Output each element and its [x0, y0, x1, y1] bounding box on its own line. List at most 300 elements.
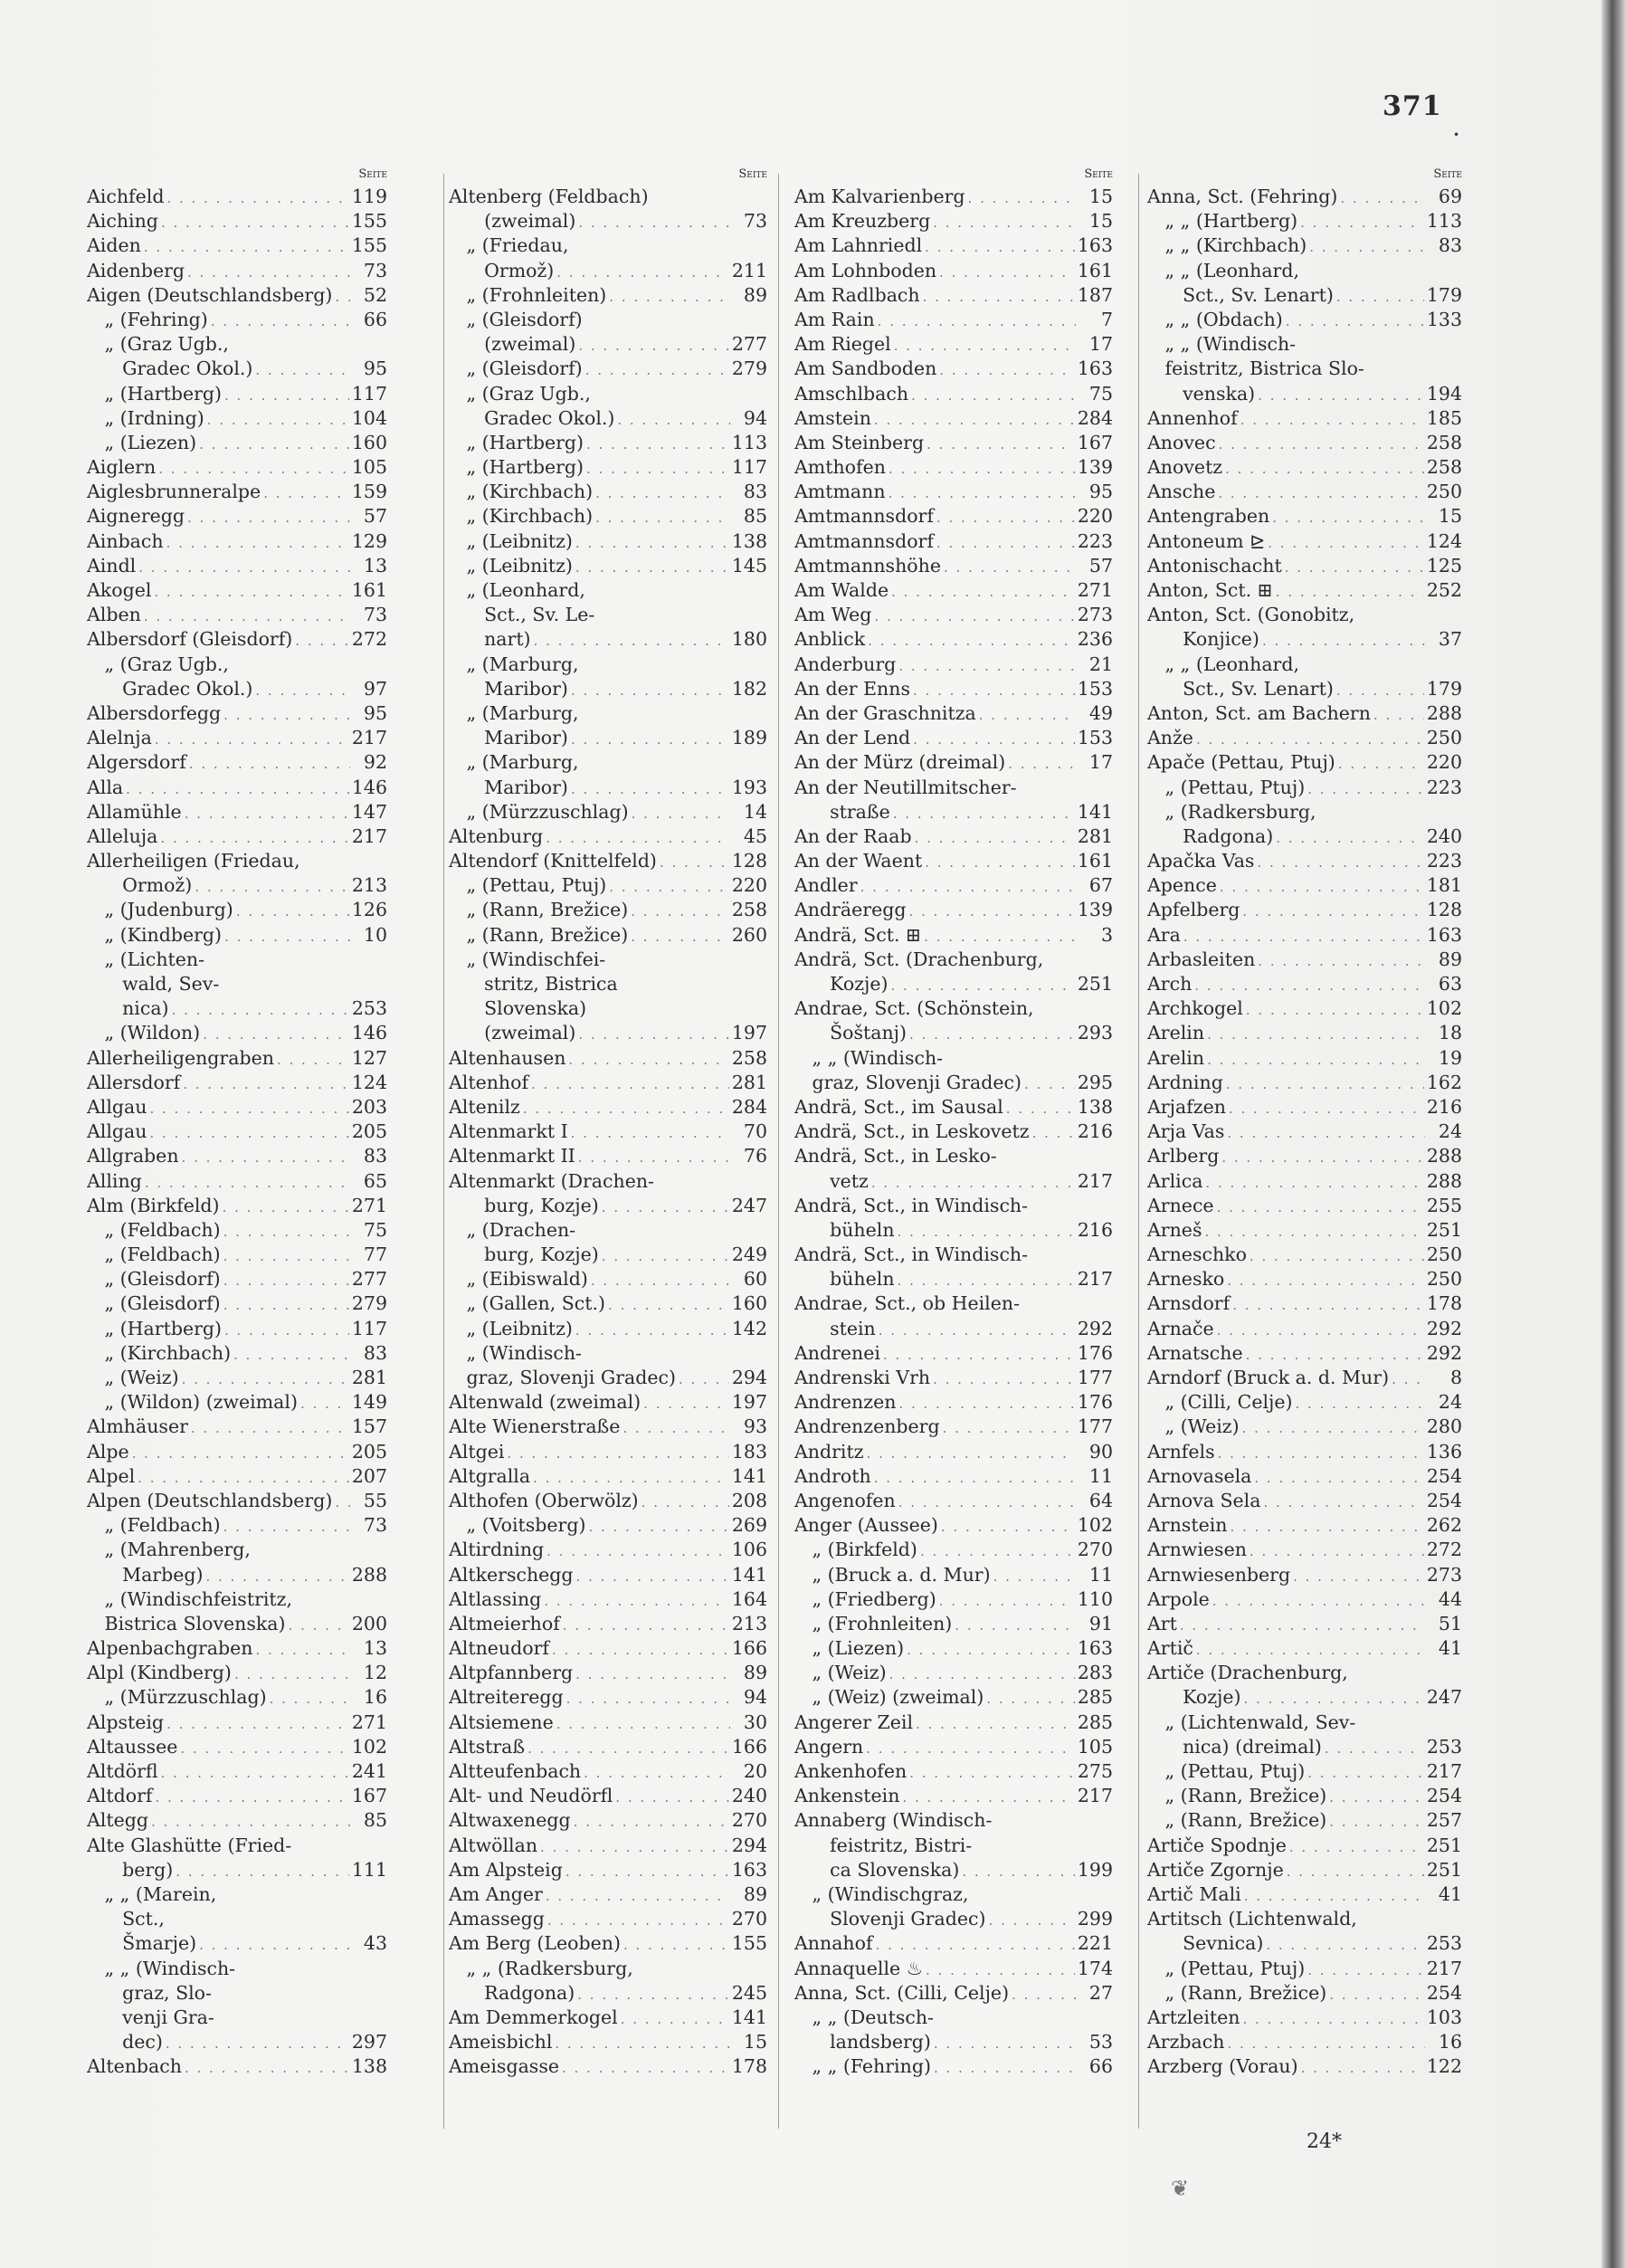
entry-term: Andrenzen	[794, 1391, 897, 1414]
entry-page-number: 179	[1426, 677, 1462, 700]
leader-dots	[989, 1909, 1075, 1931]
entry-page-number: 106	[731, 1539, 767, 1561]
entry-term: Altstraß	[449, 1735, 526, 1758]
index-entry	[1147, 627, 1462, 652]
index-entry	[1147, 873, 1462, 898]
leader-dots	[889, 457, 1075, 480]
entry-term: Sct.,	[87, 1908, 165, 1930]
leader-dots	[172, 998, 349, 1021]
leader-dots	[138, 1466, 349, 1489]
entry-term: „ (Graz Ugb.,	[449, 382, 591, 405]
leader-dots	[898, 1491, 1076, 1513]
entry-term: „ „ (Hartberg)	[1147, 210, 1298, 233]
index-entry	[87, 1021, 387, 1045]
entry-term: stein	[794, 1317, 876, 1339]
entry-page-number: 73	[363, 259, 387, 281]
entry-page-number: 30	[743, 1711, 767, 1733]
index-entry	[1147, 1194, 1462, 1218]
leader-dots	[126, 777, 349, 800]
index-entry	[87, 701, 387, 726]
index-entry	[1147, 529, 1462, 554]
entry-term: „ (Weiz)	[1147, 1415, 1240, 1438]
index-entry	[794, 1095, 1113, 1120]
entry-term: Angenofen	[794, 1489, 896, 1511]
index-entry	[449, 1882, 767, 1907]
leader-dots	[149, 1097, 348, 1120]
entry-page-number: 203	[351, 1095, 387, 1118]
entry-page-number: 253	[1426, 1735, 1462, 1758]
index-entry	[1147, 1440, 1462, 1464]
entry-page-number: 245	[731, 1981, 767, 2004]
entry-page-number: 216	[1426, 1095, 1462, 1118]
entry-term: „ (Pettau, Ptuj)	[1147, 776, 1306, 798]
entry-term: büheln	[794, 1218, 895, 1241]
leader-dots	[1246, 1343, 1424, 1366]
entry-term: büheln	[794, 1268, 895, 1291]
index-entry	[1147, 1291, 1462, 1316]
index-entry	[87, 1267, 387, 1291]
entry-page-number: 163	[1077, 357, 1113, 380]
entry-term: Angerer Zeil	[794, 1711, 913, 1733]
entry-page-number: 285	[1077, 1711, 1113, 1733]
leader-dots	[883, 1343, 1075, 1366]
page-number: 371	[1383, 91, 1442, 122]
entry-page-number: 187	[1077, 283, 1113, 306]
entry-term: Anna, Sct. (Fehring)	[1147, 186, 1338, 207]
entry-page-number: 250	[1426, 727, 1462, 749]
entry-page-number: 223	[1077, 529, 1113, 552]
index-entry	[449, 1907, 767, 1931]
leader-dots	[562, 2056, 729, 2079]
entry-page-number: 13	[363, 1637, 387, 1660]
entry-page-number: 27	[1088, 1981, 1113, 2004]
index-entry	[794, 1563, 1113, 1587]
index-entry	[1147, 603, 1462, 627]
leader-dots	[1329, 1983, 1424, 2006]
leader-dots	[586, 433, 729, 455]
index-entry	[794, 431, 1113, 455]
index-entry	[794, 800, 1113, 824]
index-entry	[1147, 1563, 1462, 1587]
leader-dots	[578, 1146, 730, 1168]
entry-page-number: 251	[1426, 1218, 1462, 1241]
entry-page-number: 149	[351, 1391, 387, 1414]
entry-page-number: 73	[363, 604, 387, 626]
index-entry	[449, 1759, 767, 1784]
index-entry	[794, 1711, 1113, 1735]
index-entry	[87, 504, 387, 529]
entry-page-number: 285	[1077, 1686, 1113, 1709]
page-edge-shadow	[1601, 0, 1625, 2268]
entry-term: „ (Mürzzuschlag)	[87, 1686, 267, 1709]
entry-page-number: 292	[1077, 1317, 1113, 1339]
leader-dots	[1257, 851, 1423, 873]
entry-term: Arnesko	[1147, 1268, 1225, 1291]
leader-dots	[908, 900, 1074, 922]
index-entry	[449, 185, 767, 209]
leader-dots	[871, 1171, 1075, 1194]
entry-page-number: 159	[351, 481, 387, 503]
entry-term: „ (Gleisdorf)	[449, 357, 583, 380]
entry-term: Allerheiligen (Friedau,	[87, 850, 300, 872]
leader-dots	[223, 1220, 350, 1243]
leader-dots	[615, 1786, 729, 1808]
leader-dots	[1268, 531, 1424, 554]
entry-term: Aidenberg	[87, 259, 185, 281]
entry-page-number: 67	[1088, 874, 1113, 897]
leader-dots	[289, 1614, 349, 1636]
index-entry	[449, 504, 767, 529]
leader-dots	[1325, 1737, 1424, 1759]
leader-dots	[1263, 1491, 1423, 1513]
index-entry	[1147, 1513, 1462, 1538]
entry-page-number: 157	[351, 1415, 387, 1438]
entry-page-number: 279	[731, 357, 767, 380]
index-entry	[87, 1808, 387, 1833]
index-entry	[449, 1661, 767, 1685]
entry-term: Altgralla	[449, 1464, 531, 1487]
leader-dots	[1008, 752, 1076, 775]
entry-page-number: 3	[1100, 923, 1113, 946]
index-column-4	[1147, 165, 1462, 2079]
entry-term: Sevnica)	[1147, 1932, 1264, 1955]
index-entry	[1147, 1858, 1462, 1882]
entry-term: Altenmarkt II	[449, 1145, 575, 1167]
entry-term: Artič	[1147, 1637, 1193, 1660]
index-entry	[794, 1882, 1113, 1907]
entry-term: Alm (Birkfeld)	[87, 1194, 220, 1216]
entry-page-number: 141	[731, 2006, 767, 2028]
signature-mark: 24*	[1307, 2130, 1342, 2153]
entry-term: „ (Liezen)	[87, 431, 197, 453]
entry-term: Anže	[1147, 727, 1193, 749]
entry-term: Anger (Aussee)	[794, 1514, 938, 1537]
entry-term: Ankenhofen	[794, 1760, 908, 1782]
index-entry	[449, 2030, 767, 2054]
index-entry	[449, 972, 767, 996]
entry-term: Aiglern	[87, 456, 157, 479]
index-entry	[449, 701, 767, 726]
index-entry	[449, 1784, 767, 1808]
leader-dots	[507, 1442, 728, 1464]
index-entry	[794, 480, 1113, 504]
index-columns	[87, 165, 1480, 2129]
entry-page-number: 283	[1077, 1662, 1113, 1684]
entry-term: Altwaxenegg	[449, 1809, 571, 1832]
leader-dots	[889, 1663, 1075, 1685]
entry-page-number: 155	[731, 1932, 767, 1955]
entry-term: Androth	[794, 1464, 871, 1487]
entry-term: Alte Wienerstraße	[449, 1415, 621, 1438]
entry-term: Antoneum ⊵	[1147, 529, 1266, 552]
entry-page-number: 220	[1077, 505, 1113, 528]
entry-term: „ (Rann, Brežice)	[449, 923, 629, 946]
index-entry	[1147, 2054, 1462, 2079]
entry-term: „ (Bruck a. d. Mur)	[794, 1563, 991, 1586]
entry-page-number: 207	[351, 1464, 387, 1487]
index-entry	[87, 1291, 387, 1316]
entry-term: Am Demmerkogel	[449, 2006, 618, 2028]
index-entry	[87, 529, 387, 554]
leader-dots	[602, 1244, 729, 1267]
entry-page-number: 251	[1426, 1834, 1462, 1856]
entry-term: Altreiteregg	[449, 1686, 564, 1709]
leader-dots	[913, 679, 1075, 701]
leader-dots	[941, 1515, 1075, 1538]
leader-dots	[138, 556, 350, 578]
leader-dots	[166, 531, 349, 554]
entry-page-number: 193	[731, 776, 767, 798]
leader-dots	[1285, 556, 1424, 578]
index-entry	[794, 1834, 1113, 1858]
leader-dots	[986, 1687, 1075, 1710]
entry-term: Andrä, Sct. (Drachenburg,	[794, 948, 1044, 970]
index-entry	[794, 1144, 1113, 1168]
leader-dots	[898, 1392, 1074, 1415]
index-entry	[1147, 259, 1462, 283]
leader-dots	[195, 875, 349, 898]
index-entry	[449, 578, 767, 603]
leader-dots	[1307, 1761, 1424, 1784]
index-entry	[794, 873, 1113, 898]
index-entry	[1147, 677, 1462, 701]
entry-page-number: 254	[1426, 1981, 1462, 2004]
entry-term: Andler	[794, 874, 858, 897]
entry-page-number: 255	[1426, 1194, 1462, 1216]
leader-dots	[547, 1909, 729, 1931]
entry-term: Arjafzen	[1147, 1095, 1226, 1118]
entry-page-number: 293	[1077, 1022, 1113, 1044]
entry-page-number: 180	[731, 628, 767, 651]
entry-page-number: 89	[743, 1662, 767, 1684]
entry-term: Am Steinberg	[794, 431, 925, 453]
entry-term: „ „ (Windisch-	[87, 1957, 236, 1979]
leader-dots	[277, 1048, 349, 1071]
leader-dots	[568, 1048, 728, 1071]
entry-term: An der Mürz (dreimal)	[794, 751, 1006, 774]
index-entry	[87, 1415, 387, 1439]
entry-term: „ (Hartberg)	[449, 431, 584, 453]
entry-term: „ „ (Leonhard,	[1147, 259, 1299, 281]
entry-page-number: 253	[1426, 1932, 1462, 1955]
index-entry	[794, 677, 1113, 701]
entry-page-number: 21	[1088, 653, 1113, 675]
entry-page-number: 94	[743, 406, 767, 429]
index-entry	[794, 308, 1113, 332]
entry-term: Altendorf (Knittelfeld)	[449, 850, 657, 872]
entry-page-number: 270	[1077, 1539, 1113, 1561]
leader-dots	[1246, 998, 1424, 1021]
entry-term: „ (Windisch-	[449, 1341, 582, 1364]
entry-page-number: 277	[731, 333, 767, 356]
entry-page-number: 163	[1426, 923, 1462, 946]
index-entry	[794, 259, 1113, 283]
leader-dots	[860, 875, 1076, 898]
entry-page-number: 250	[1426, 1244, 1462, 1266]
entry-term: Annenhof	[1147, 406, 1238, 429]
entry-term: „ (Wildon) (zweimal)	[87, 1391, 298, 1414]
entry-term: Aiden	[87, 234, 141, 257]
leader-dots	[925, 235, 1075, 258]
entry-term: Slovenska)	[449, 997, 587, 1020]
leader-dots	[576, 1565, 729, 1587]
entry-term: Am Alpsteig	[449, 1858, 563, 1881]
index-entry	[794, 1538, 1113, 1562]
entry-page-number: 253	[351, 997, 387, 1020]
entry-term: Annaberg (Windisch-	[794, 1809, 993, 1832]
entry-page-number: 85	[743, 505, 767, 528]
index-entry	[1147, 554, 1462, 578]
entry-page-number: 167	[351, 1785, 387, 1807]
entry-term: Alpl (Kindberg)	[87, 1662, 232, 1684]
entry-page-number: 105	[1077, 1735, 1113, 1758]
leader-dots	[223, 1244, 350, 1267]
entry-page-number: 53	[1088, 2031, 1113, 2054]
leader-dots	[182, 1146, 350, 1168]
leader-dots	[575, 1319, 729, 1341]
entry-term: Kozje)	[1147, 1686, 1241, 1709]
index-entry	[87, 1046, 387, 1071]
entry-term: „ (Hartberg)	[449, 456, 584, 479]
index-entry	[449, 431, 767, 455]
leader-dots	[1258, 949, 1425, 972]
entry-page-number: 111	[351, 1858, 387, 1881]
leader-dots	[924, 925, 1076, 948]
entry-page-number: 133	[1426, 308, 1462, 330]
entry-term: (zweimal)	[449, 210, 576, 233]
index-entry	[1147, 209, 1462, 233]
entry-page-number: 178	[731, 2055, 767, 2078]
entry-term: „ (Judenburg)	[87, 899, 233, 921]
entry-term: „ (Kirchbach)	[449, 505, 594, 528]
entry-page-number: 20	[743, 1760, 767, 1782]
leader-dots	[1392, 1367, 1425, 1390]
entry-term: Almhäuser	[87, 1415, 188, 1438]
index-entry	[87, 382, 387, 406]
index-entry	[87, 1095, 387, 1120]
entry-term: „ (Weiz)	[87, 1367, 179, 1388]
leader-dots	[211, 310, 350, 332]
index-entry	[87, 1440, 387, 1464]
leader-dots	[1301, 2056, 1424, 2079]
index-entry	[1147, 1218, 1462, 1243]
index-entry	[449, 996, 767, 1021]
entry-term: Ardning	[1147, 1071, 1223, 1093]
entry-page-number: 124	[351, 1071, 387, 1093]
entry-page-number: 41	[1438, 1637, 1462, 1660]
index-entry	[87, 185, 387, 209]
leader-dots	[1227, 2032, 1425, 2054]
entry-page-number: 213	[731, 1612, 767, 1634]
leader-dots	[609, 285, 730, 308]
leader-dots	[874, 1466, 1076, 1489]
index-entry	[794, 1685, 1113, 1710]
entry-page-number: 166	[731, 1735, 767, 1758]
leader-dots	[335, 1491, 350, 1513]
entry-page-number: 153	[1077, 677, 1113, 700]
entry-term: Andrae, Sct., ob Heilen-	[794, 1292, 1020, 1315]
entry-page-number: 122	[1426, 2055, 1462, 2078]
entry-term: Altlassing	[449, 1587, 542, 1610]
entry-page-number: 217	[351, 824, 387, 847]
entry-term: An der Neutillmitscher-	[794, 776, 1017, 798]
entry-term: Arnsdorf	[1147, 1292, 1231, 1315]
entry-page-number: 294	[731, 1367, 767, 1388]
entry-term: Altaussee	[87, 1735, 178, 1758]
index-entry	[1147, 1612, 1462, 1636]
index-entry	[1147, 1144, 1462, 1168]
entry-term: „ (Marburg,	[449, 751, 579, 774]
index-entry	[449, 1931, 767, 1956]
entry-page-number: 113	[1426, 210, 1462, 233]
entry-term: „ (Friedau,	[449, 234, 569, 257]
entry-term: Arnatsche	[1147, 1341, 1243, 1364]
leader-dots	[155, 728, 349, 750]
entry-page-number: 205	[351, 1440, 387, 1463]
entry-page-number: 297	[351, 2031, 387, 2054]
entry-term: Altteufenbach	[449, 1760, 582, 1782]
index-entry	[449, 948, 767, 972]
index-entry	[87, 233, 387, 258]
leader-dots	[920, 1539, 1075, 1562]
index-entry	[1147, 800, 1462, 824]
leader-dots	[255, 1638, 350, 1661]
index-entry	[794, 1120, 1113, 1144]
index-entry	[1147, 480, 1462, 504]
entry-page-number: 221	[1077, 1932, 1113, 1955]
entry-term: „ (Rann, Brežice)	[1147, 1809, 1327, 1832]
leader-dots	[300, 1392, 349, 1415]
entry-page-number: 129	[351, 529, 387, 552]
leader-dots	[591, 1269, 730, 1291]
entry-page-number: 251	[1077, 973, 1113, 995]
entry-term: Slovenji Gradec)	[794, 1908, 986, 1930]
entry-term: Altenwald (zweimal)	[449, 1391, 641, 1414]
entry-term: Andrä, Sct., in Windisch-	[794, 1244, 1029, 1266]
index-entry	[1147, 382, 1462, 406]
leader-dots	[1207, 1048, 1425, 1071]
leader-dots	[962, 1860, 1075, 1882]
leader-dots	[1207, 1023, 1425, 1045]
index-entry	[794, 1612, 1113, 1636]
entry-page-number: 102	[1426, 997, 1462, 1020]
entry-term: Altenhof	[449, 1071, 529, 1093]
leader-dots	[1196, 728, 1424, 750]
index-entry	[1147, 849, 1462, 873]
entry-page-number: 44	[1438, 1587, 1462, 1610]
entry-term: Albersdorf (Gleisdorf)	[87, 628, 293, 651]
entry-term: Arnova Sela	[1147, 1489, 1261, 1511]
entry-page-number: 199	[1077, 1858, 1113, 1881]
leader-dots	[223, 1196, 349, 1218]
leader-dots	[608, 1293, 729, 1316]
entry-page-number: 76	[743, 1145, 767, 1167]
leader-dots	[1373, 703, 1424, 726]
leader-dots	[575, 1663, 730, 1685]
entry-page-number: 161	[1077, 850, 1113, 872]
leader-dots	[187, 261, 350, 283]
leader-dots	[1221, 1146, 1424, 1168]
index-entry	[1147, 996, 1462, 1021]
entry-page-number: 83	[1438, 234, 1462, 257]
leader-dots	[255, 358, 350, 381]
leader-dots	[939, 1589, 1075, 1612]
entry-page-number: 142	[731, 1317, 767, 1339]
entry-term: Altdorf	[87, 1785, 153, 1807]
index-entry	[87, 1390, 387, 1415]
entry-term: Radgona)	[449, 1981, 575, 2004]
index-entry	[794, 603, 1113, 627]
